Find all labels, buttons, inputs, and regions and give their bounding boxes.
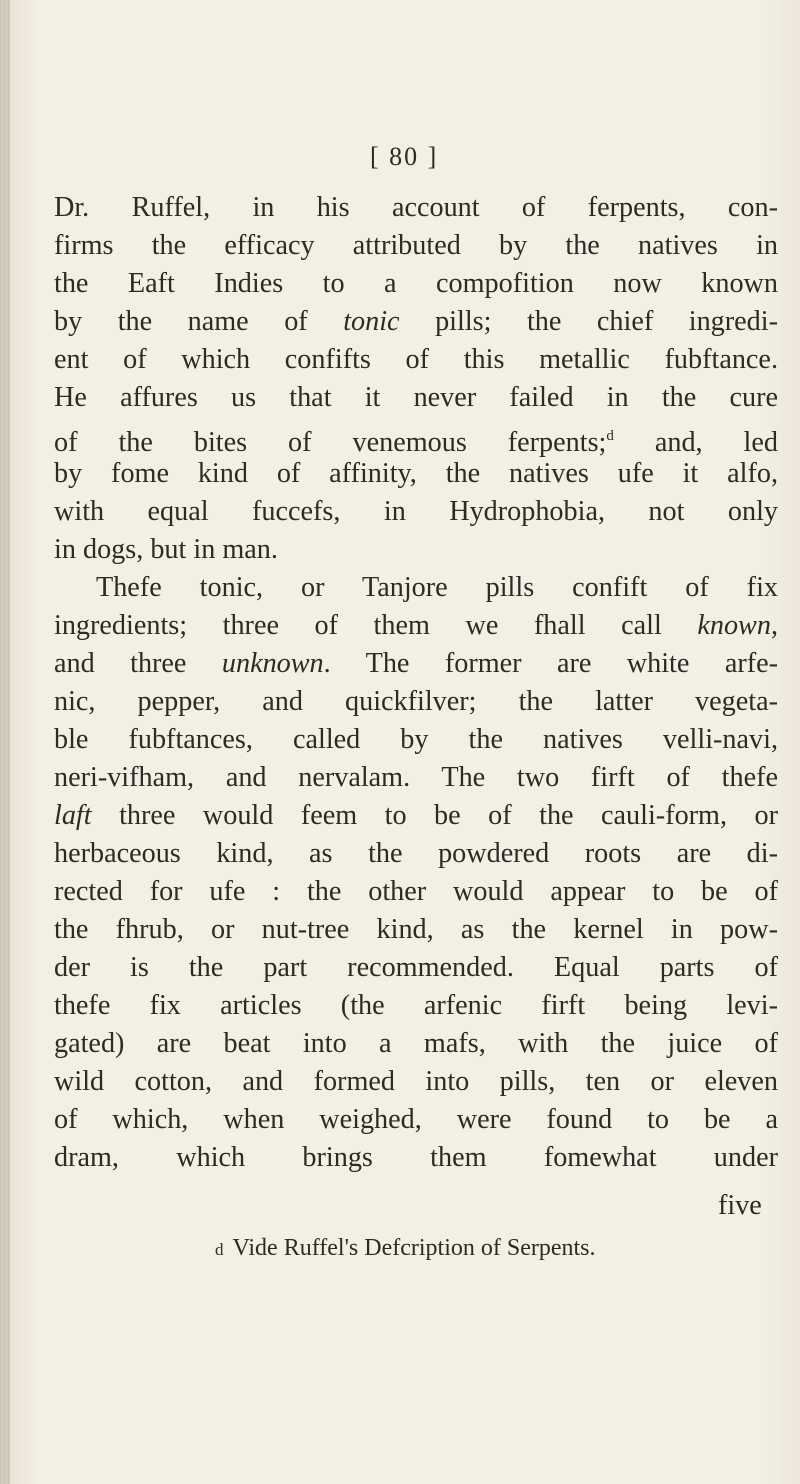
- footnote-mark: d: [215, 1240, 224, 1259]
- text-line: wild cotton, and formed into pills, ten or eleven: [54, 1066, 778, 1097]
- text-line: nic, pepper, and quickfilver; the latter vegeta-: [54, 686, 778, 717]
- text-line: with equal fuccefs, in Hydrophobia, not only: [54, 496, 778, 527]
- footnote-text: Vide Ruffel's Defcription of Serpents.: [232, 1235, 596, 1261]
- text-line: dram, which brings them fomewhat under: [54, 1142, 778, 1173]
- text-line: rected for ufe : the other would appear to be of: [54, 876, 778, 907]
- text-line: neri-vifham, and nervalam. The two firft of thefe: [54, 762, 778, 793]
- page-number: [ 80 ]: [370, 142, 439, 171]
- text-line: and three unknown. The former are white arfe-: [54, 648, 778, 679]
- text-line: Thefe tonic, or Tanjore pills confift of fix: [96, 572, 778, 603]
- text-line: laft three would feem to be of the cauli-form, or: [54, 800, 778, 831]
- text-line: ble fubftances, called by the natives velli-navi,: [54, 724, 778, 755]
- text-line: of the bites of venemous ferpents;$^d$ and, led: [54, 427, 778, 458]
- text-line: gated) are beat into a mafs, with the juice of: [54, 1028, 778, 1059]
- page-gutter: [0, 0, 10, 1484]
- footnote: [215, 1233, 596, 1265]
- text-line: ent of which confifts of this metallic fubftance.: [54, 344, 778, 375]
- text-line: the fhrub, or nut-tree kind, as the kernel in pow-: [54, 914, 778, 945]
- text-line: Dr. Ruffel, in his account of ferpents, con-: [54, 192, 778, 223]
- text-line: by the name of tonic pills; the chief ingredi-: [54, 306, 778, 337]
- text-line: the Eaft Indies to a compofition now known: [54, 268, 778, 299]
- text-line: of which, when weighed, were found to be a: [54, 1104, 778, 1135]
- text-line: by fome kind of affinity, the natives ufe it alfo,: [54, 458, 778, 489]
- text-line: in dogs, but in man.: [54, 534, 278, 565]
- text-line: thefe fix articles (the arfenic firft being levi-: [54, 990, 778, 1021]
- text-line: ingredients; three of them we fhall call known,: [54, 610, 778, 641]
- text-line: firms the efficacy attributed by the natives in: [54, 230, 778, 261]
- text-line: herbaceous kind, as the powdered roots are di-: [54, 838, 778, 869]
- text-line: der is the part recommended. Equal parts of: [54, 952, 778, 983]
- text-line: He affures us that it never failed in the cure: [54, 382, 778, 413]
- catchword: five: [718, 1190, 762, 1221]
